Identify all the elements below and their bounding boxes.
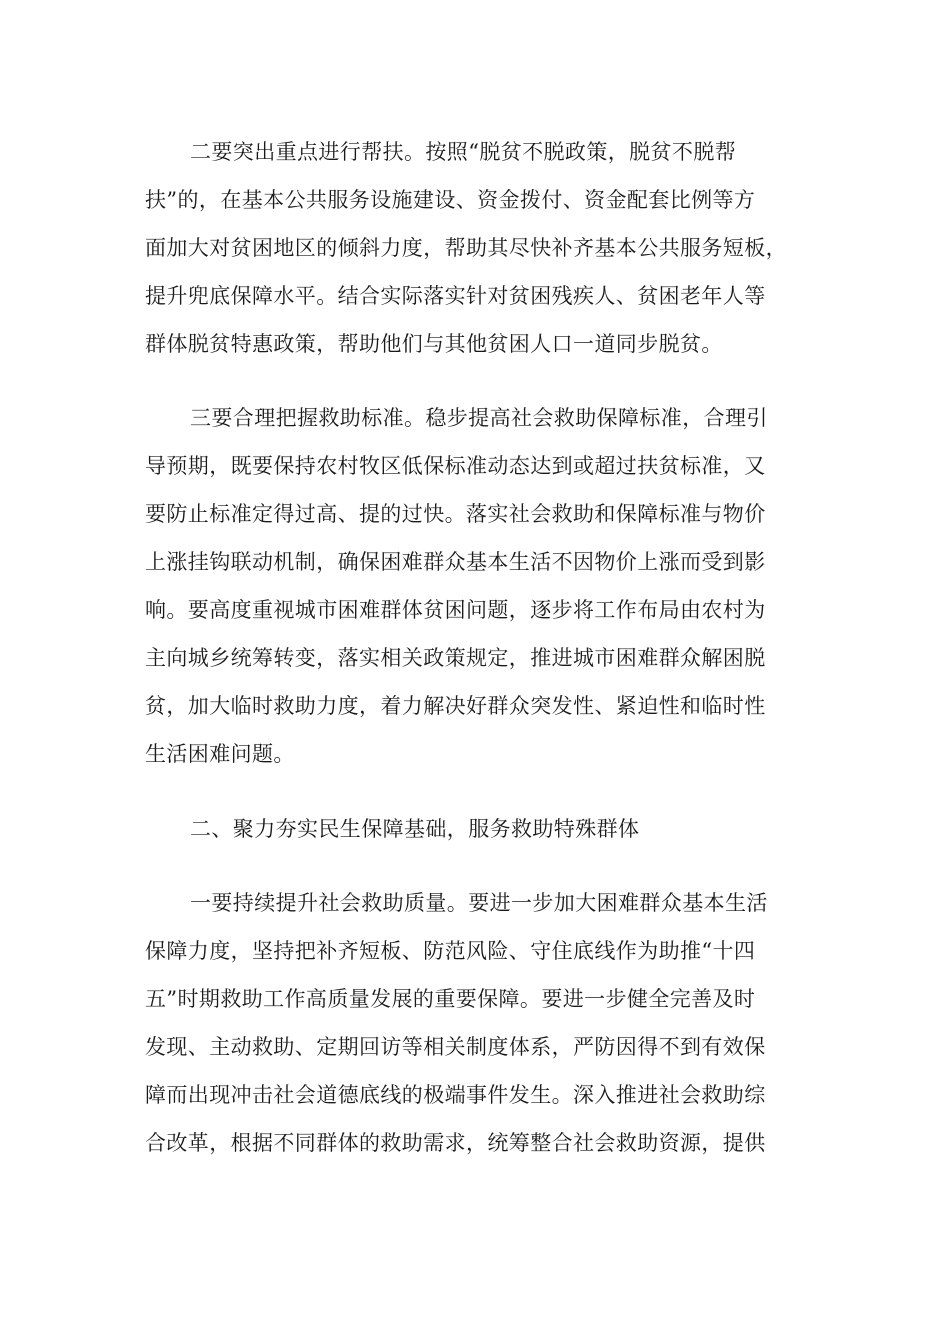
heading-line: 二、聚力夯实民生保障基础，服务救助特殊群体 bbox=[190, 817, 640, 841]
paragraph-line: 二要突出重点进行帮扶。按照“脱贫不脱政策，脱贫不脱帮 bbox=[190, 140, 737, 164]
paragraph-line: 导预期，既要保持农村牧区低保标准动态达到或超过扶贫标准，又 bbox=[145, 454, 766, 478]
paragraph-line: 上涨挂钩联动机制，确保困难群众基本生活不因物价上涨而受到影 bbox=[145, 550, 766, 574]
paragraph-line: 障而出现冲击社会道德底线的极端事件发生。深入推进社会救助综 bbox=[145, 1083, 766, 1107]
paragraph-line: 扶”的，在基本公共服务设施建设、资金拨付、资金配套比例等方 bbox=[145, 188, 756, 212]
paragraph-line: 三要合理把握救助标准。稳步提高社会救助保障标准，合理引 bbox=[190, 406, 768, 430]
paragraph-line: 群体脱贫特惠政策，帮助他们与其他贫困人口一道同步脱贫。 bbox=[145, 332, 723, 356]
paragraph-line: 主向城乡统筹转变，落实相关政策规定，推进城市困难群众解困脱 bbox=[145, 646, 766, 670]
paragraph-line: 生活困难问题。 bbox=[145, 742, 295, 766]
paragraph-line: 发现、主动救助、定期回访等相关制度体系，严防因得不到有效保 bbox=[145, 1035, 766, 1059]
paragraph-line: 合改革，根据不同群体的救助需求，统筹整合社会救助资源，提供 bbox=[145, 1131, 766, 1155]
paragraph-line: 响。要高度重视城市困难群体贫困问题，逐步将工作布局由农村为 bbox=[145, 598, 766, 622]
paragraph-line: 贫，加大临时救助力度，着力解决好群众突发性、紧迫性和临时性 bbox=[145, 694, 766, 718]
paragraph-line: 提升兜底保障水平。结合实际落实针对贫困残疾人、贫困老年人等 bbox=[145, 284, 766, 308]
paragraph-line: 面加大对贫困地区的倾斜力度，帮助其尽快补齐基本公共服务短板， bbox=[145, 236, 787, 260]
paragraph-line: 要防止标准定得过高、提的过快。落实社会救助和保障标准与物价 bbox=[145, 502, 766, 526]
paragraph-line: 一要持续提升社会救助质量。要进一步加大困难群众基本生活 bbox=[190, 891, 768, 915]
paragraph-line: 保障力度，坚持把补齐短板、防范风险、守住底线作为助推“十四 bbox=[145, 939, 756, 963]
paragraph-line: 五”时期救助工作高质量发展的重要保障。要进一步健全完善及时 bbox=[145, 987, 756, 1011]
